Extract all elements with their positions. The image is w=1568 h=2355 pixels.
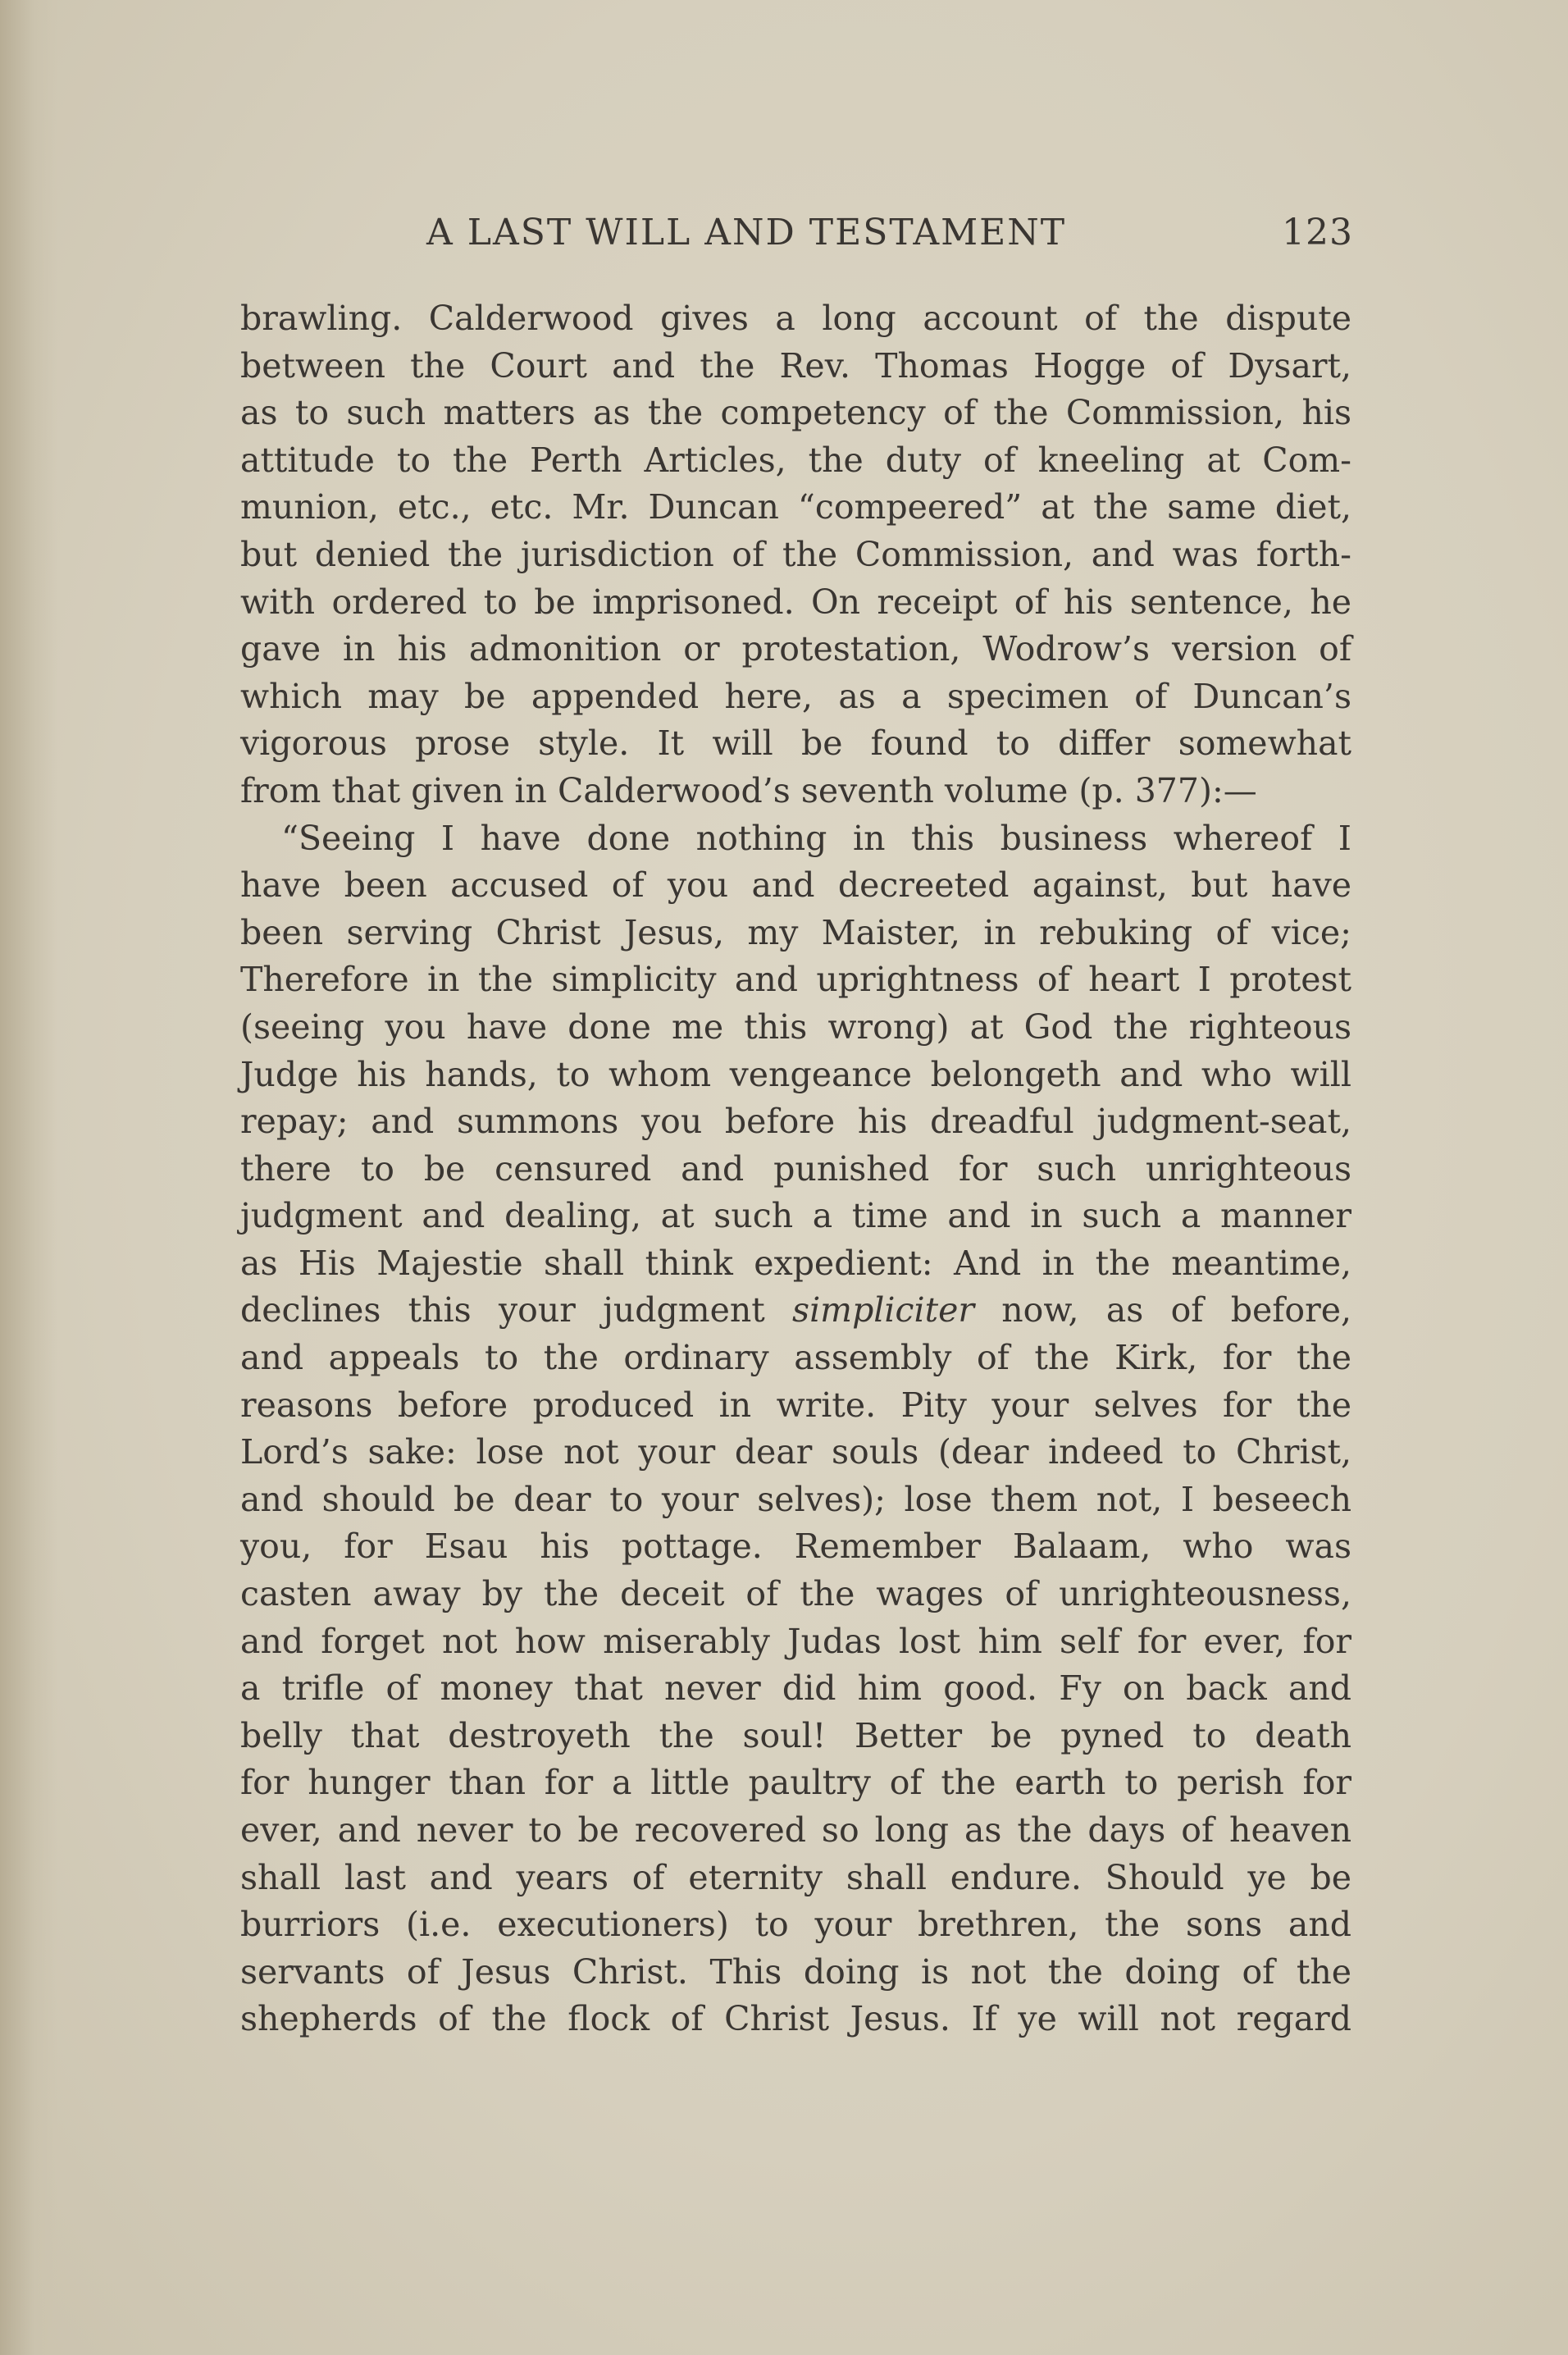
- page-number: 123: [1282, 212, 1353, 253]
- text-line: there to be censured and punished for such unrighteous: [240, 1148, 1351, 1189]
- text-line: belly that destroyeth the soul! Better be pyned to death: [240, 1715, 1351, 1755]
- text-line: have been accused of you and decreeted against, but have: [240, 865, 1351, 906]
- text-line: and appeals to the ordinary assembly of the Kirk, for the: [240, 1338, 1351, 1378]
- text-line: which may be appended here, as a specimen of Duncan’s: [240, 676, 1351, 716]
- text-line: (seeing you have done me this wrong) at God the righteous: [240, 1006, 1351, 1047]
- italic-term: simpliciter: [792, 1290, 974, 1330]
- text-line: between the Court and the Rev. Thomas Hogge of Dysart,: [240, 345, 1351, 386]
- text-line: been serving Christ Jesus, my Maister, in rebuking of vice;: [240, 912, 1351, 952]
- text-line: and should be dear to your selves); lose them not, I beseech: [240, 1479, 1351, 1519]
- text-line: vigorous prose style. It will be found to differ somewhat: [240, 723, 1351, 764]
- text-line: gave in his admonition or protestation, Wodrow’s version of: [240, 629, 1351, 669]
- text-line: ever, and never to be recovered so long as the days of heaven: [240, 1810, 1351, 1850]
- text-line: for hunger than for a little paultry of the earth to perish for: [240, 1763, 1351, 1803]
- running-title: A LAST WILL AND TESTAMENT: [426, 212, 1067, 253]
- text-line: Judge his hands, to whom vengeance belongeth and who will: [240, 1054, 1351, 1094]
- text-line: “Seeing I have done nothing in this business whereof I: [281, 818, 1351, 858]
- text-line: as to such matters as the competency of the Commission, his: [240, 393, 1351, 433]
- paragraph-2: [240, 815, 1351, 2043]
- spine-shadow: [0, 0, 57, 2355]
- text-line: judgment and dealing, at such a time and in such a manner: [240, 1196, 1351, 1236]
- text-line: repay; and summons you before his dreadful judgment-seat,: [240, 1102, 1351, 1142]
- body-text: [240, 295, 1351, 2043]
- text-line: shall last and years of eternity shall endure. Should ye be: [240, 1857, 1351, 1897]
- paragraph-1: [240, 295, 1351, 815]
- text-line: brawling. Calderwood gives a long account of the dispute: [240, 299, 1351, 338]
- text-line: burriors (i.e. executioners) to your brethren, the sons and: [240, 1905, 1351, 1945]
- text-line: shepherds of the flock of Christ Jesus. If ye will not regard: [240, 1999, 1351, 2039]
- text-line: reasons before produced in write. Pity your selves for the: [240, 1385, 1351, 1425]
- text-line: attitude to the Perth Articles, the duty of kneeling at Com-: [240, 440, 1351, 480]
- text-line: with ordered to be imprisoned. On receipt of his sentence, he: [240, 582, 1351, 622]
- text-line: you, for Esau his pottage. Remember Balaam, who was: [240, 1527, 1351, 1567]
- text-line: and forget not how miserably Judas lost him self for ever, for: [240, 1621, 1351, 1661]
- text-line: but denied the jurisdiction of the Commission, and was forth-: [240, 534, 1351, 574]
- text-line: declines this your judgment simpliciter now, as of before,: [240, 1290, 1352, 1330]
- text-line: from that given in Calderwood’s seventh volume (p. 377):—: [240, 770, 1257, 810]
- text-line: a trifle of money that never did him good. Fy on back and: [240, 1668, 1351, 1709]
- text-line: munion, etc., etc. Mr. Duncan “compeered” at the same diet,: [240, 487, 1351, 527]
- text-line: Therefore in the simplicity and uprightness of heart I protest: [240, 960, 1351, 1000]
- text-line: casten away by the deceit of the wages of unrighteousness,: [240, 1574, 1351, 1614]
- page-header: [426, 212, 1353, 261]
- text-line: servants of Jesus Christ. This doing is not the doing of the: [240, 1951, 1351, 1992]
- text-line: as His Majestie shall think expedient: And in the meantime,: [240, 1243, 1351, 1283]
- text-line: Lord’s sake: lose not your dear souls (dear indeed to Christ,: [240, 1432, 1351, 1472]
